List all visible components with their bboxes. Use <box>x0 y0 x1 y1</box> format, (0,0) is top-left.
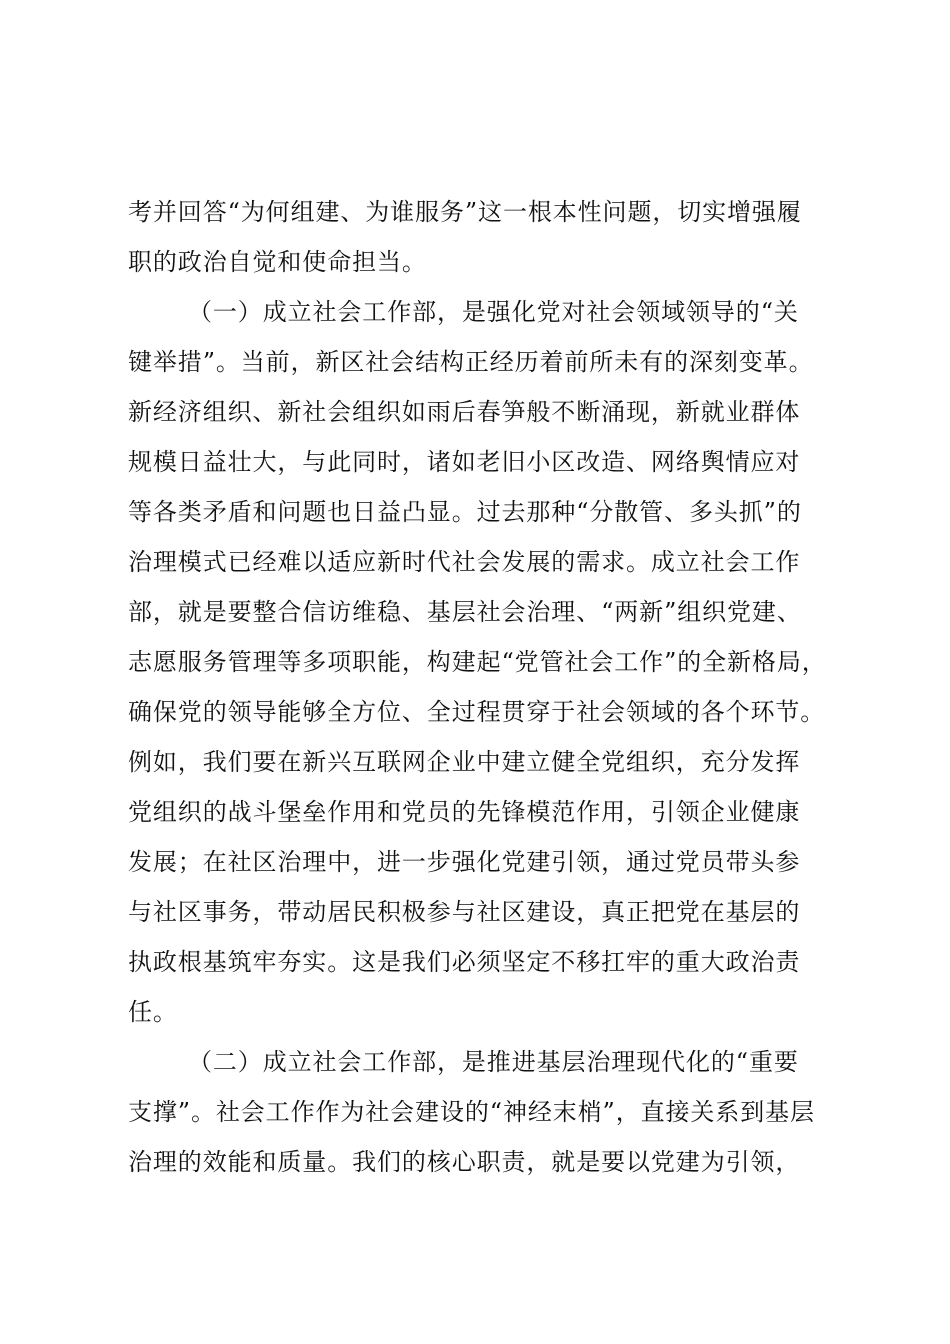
text-line: 党组织的战斗堡垒作用和党员的先锋模范作用，引领企业健康 <box>128 798 801 826</box>
text-line: 新经济组织、新社会组织如雨后春笋般不断涌现，新就业群体 <box>128 398 801 426</box>
text-line: 确保党的领导能够全方位、全过程贯穿于社会领域的各个环节。 <box>128 698 826 726</box>
text-line: 执政根基筑牢夯实。这是我们必须坚定不移扛牢的重大政治责 <box>128 948 801 976</box>
text-line: 规模日益壮大，与此同时，诸如老旧小区改造、网络舆情应对 <box>128 448 801 476</box>
text-line: （一）成立社会工作部，是强化党对社会领域领导的“关 <box>188 298 799 326</box>
text-line: 例如，我们要在新兴互联网企业中建立健全党组织，充分发挥 <box>128 748 801 776</box>
text-line: 等各类矛盾和问题也日益凸显。过去那种“分散管、多头抓”的 <box>128 498 802 526</box>
text-line: 志愿服务管理等多项职能，构建起“党管社会工作”的全新格局， <box>128 648 827 676</box>
text-line: 职的政治自觉和使命担当。 <box>128 248 427 276</box>
text-line: 治理模式已经难以适应新时代社会发展的需求。成立社会工作 <box>128 548 801 576</box>
text-line: 与社区事务，带动居民积极参与社区建设，真正把党在基层的 <box>128 898 801 926</box>
body-text <box>128 187 828 1187</box>
text-line: 任。 <box>128 998 178 1026</box>
text-line: 治理的效能和质量。我们的核心职责，就是要以党建为引领， <box>128 1148 801 1176</box>
text-line: （二）成立社会工作部，是推进基层治理现代化的“重要 <box>188 1048 799 1076</box>
text-line: 键举措”。当前，新区社会结构正经历着前所未有的深刻变革。 <box>128 348 814 376</box>
text-line: 支撑”。社会工作作为社会建设的“神经末梢”，直接关系到基层 <box>128 1098 815 1126</box>
text-line: 考并回答“为何组建、为谁服务”这一根本性问题，切实增强履 <box>128 198 802 226</box>
text-line: 发展；在社区治理中，进一步强化党建引领，通过党员带头参 <box>128 848 801 876</box>
text-line: 部，就是要整合信访维稳、基层社会治理、“两新”组织党建、 <box>128 598 802 626</box>
